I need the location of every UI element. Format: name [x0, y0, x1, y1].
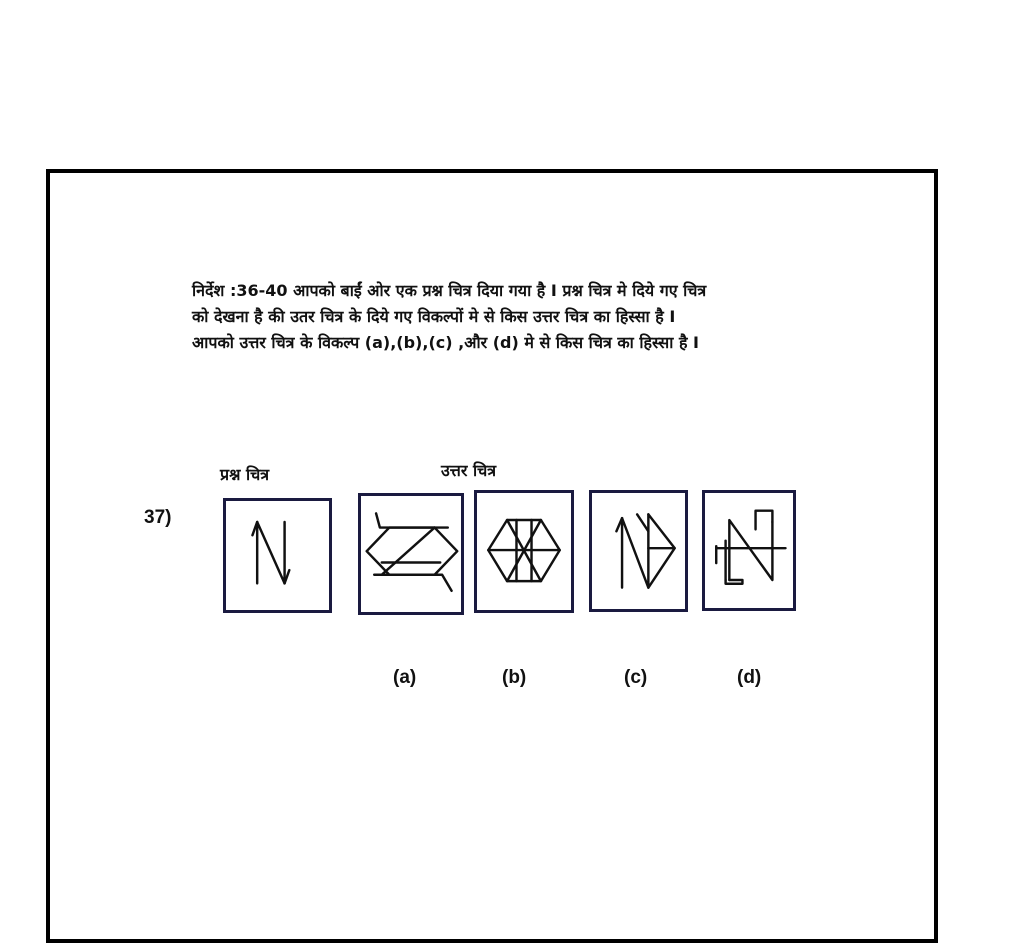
- option-a-figure[interactable]: [358, 493, 464, 615]
- n-swastika-figure-icon: [705, 493, 793, 608]
- option-c-figure[interactable]: [589, 490, 688, 612]
- option-b-label: (b): [502, 667, 527, 688]
- option-d-figure[interactable]: [702, 490, 796, 611]
- answer-figures-label: उत्तर चित्र: [441, 461, 497, 480]
- question-number: 37): [144, 507, 172, 528]
- hexagon-star-figure-icon: [477, 493, 571, 610]
- instructions-line-3: आपको उत्तर चित्र के विकल्प (a),(b),(c) ,और (d) मे से किस चित्र का हिस्सा है I: [192, 333, 699, 352]
- instructions-line-2: को देखना है की उतर चित्र के दिये गए विकल्पों मे से किस उत्तर चित्र का हिस्सा है I: [192, 307, 676, 326]
- option-d-label: (d): [737, 667, 762, 688]
- instructions-line-1: निर्देश :36-40 आपको बाईं ओर एक प्रश्न चित्र दिया गया है I प्रश्न चित्र मे दिये गए चित्र: [192, 281, 707, 300]
- n-triangle-figure-icon: [592, 493, 685, 609]
- instructions-block: [192, 278, 872, 356]
- question-figure-label: प्रश्न चित्र: [220, 465, 270, 484]
- n-shape-icon: [226, 501, 329, 610]
- option-a-label: (a): [393, 667, 417, 688]
- hexagon-z-figure-icon: [361, 496, 461, 612]
- option-b-figure[interactable]: [474, 490, 574, 613]
- question-figure: [223, 498, 332, 613]
- option-c-label: (c): [624, 667, 648, 688]
